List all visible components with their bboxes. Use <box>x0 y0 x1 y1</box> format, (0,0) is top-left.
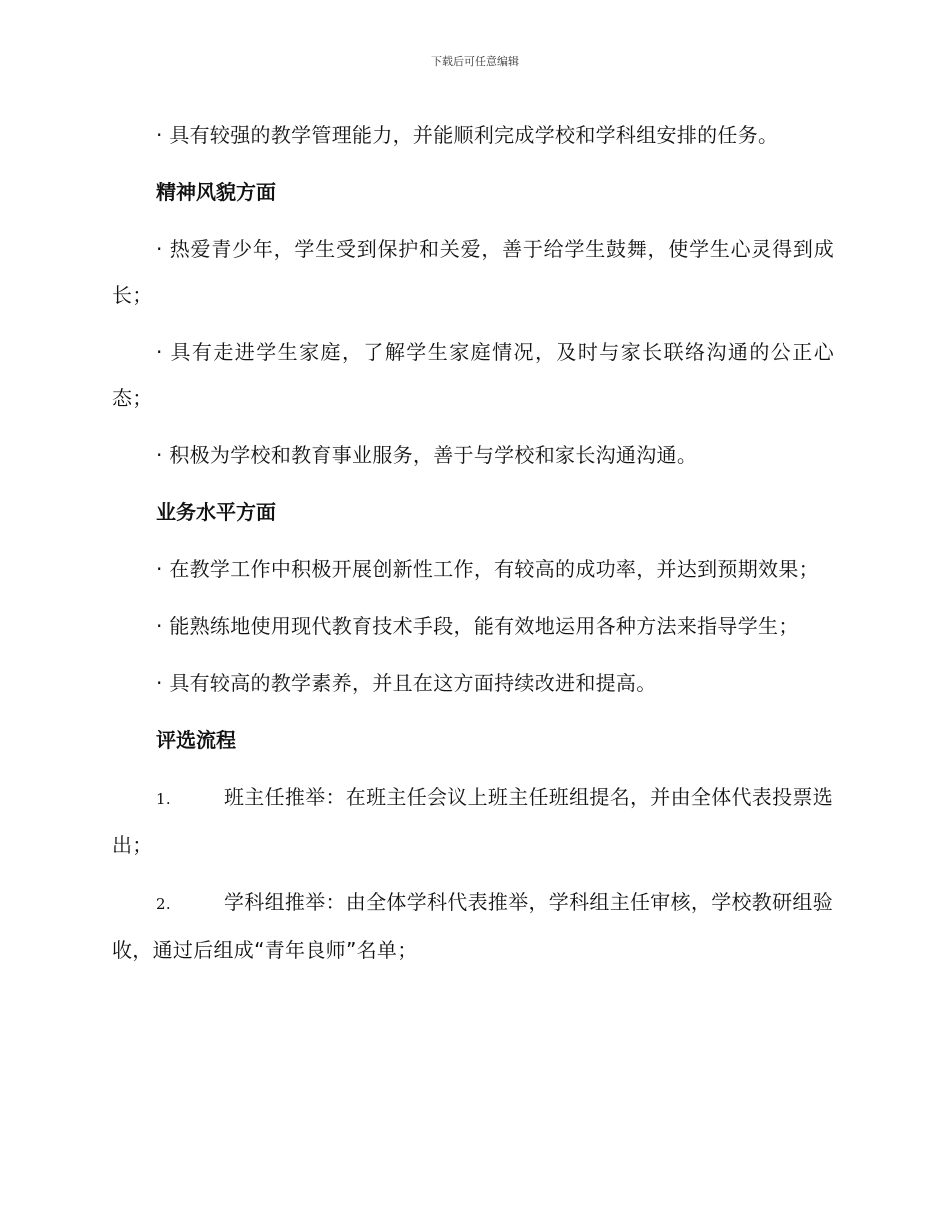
bullet-paragraph: · 积极为学校和教育事业服务，善于与学校和家长沟通沟通。 <box>156 443 698 467</box>
section-heading-process: 评选流程 <box>156 728 236 752</box>
item-text: 班主任推举：在班主任会议上班主任班组提名，并由全体代表投票选出； <box>112 785 833 857</box>
bullet-paragraph: · 在教学工作中积极开展创新性工作，有较高的成功率，并达到预期效果； <box>156 557 819 581</box>
bullet-paragraph: · 具有走进学生家庭，了解学生家庭情况，及时与家长联络沟通的公正心态； <box>112 340 834 410</box>
bullet-paragraph: · 能熟练地使用现代教育技术手段，能有效地运用各种方法来指导学生； <box>156 614 799 638</box>
numbered-item <box>112 879 834 973</box>
bullet-paragraph: · 具有较高的教学素养，并且在这方面持续改进和提高。 <box>156 671 657 695</box>
document-body <box>112 112 834 984</box>
item-number: 2. <box>156 895 171 913</box>
item-text: 学科组推举：由全体学科代表推举，学科组主任审核，学校教研组验收，通过后组成“青年良师”名单； <box>112 890 833 962</box>
bullet-paragraph: · 热爱青少年，学生受到保护和关爱，善于给学生鼓舞，使学生心灵得到成长； <box>112 237 834 307</box>
numbered-item <box>112 774 834 868</box>
page-header: 下载后可任意编辑 <box>431 55 519 68</box>
item-number: 1. <box>156 790 171 808</box>
bullet-paragraph: · 具有较强的教学管理能力，并能顺利完成学校和学科组安排的任务。 <box>156 123 779 147</box>
section-heading-spirit: 精神风貌方面 <box>156 180 276 204</box>
section-heading-business: 业务水平方面 <box>156 500 276 524</box>
